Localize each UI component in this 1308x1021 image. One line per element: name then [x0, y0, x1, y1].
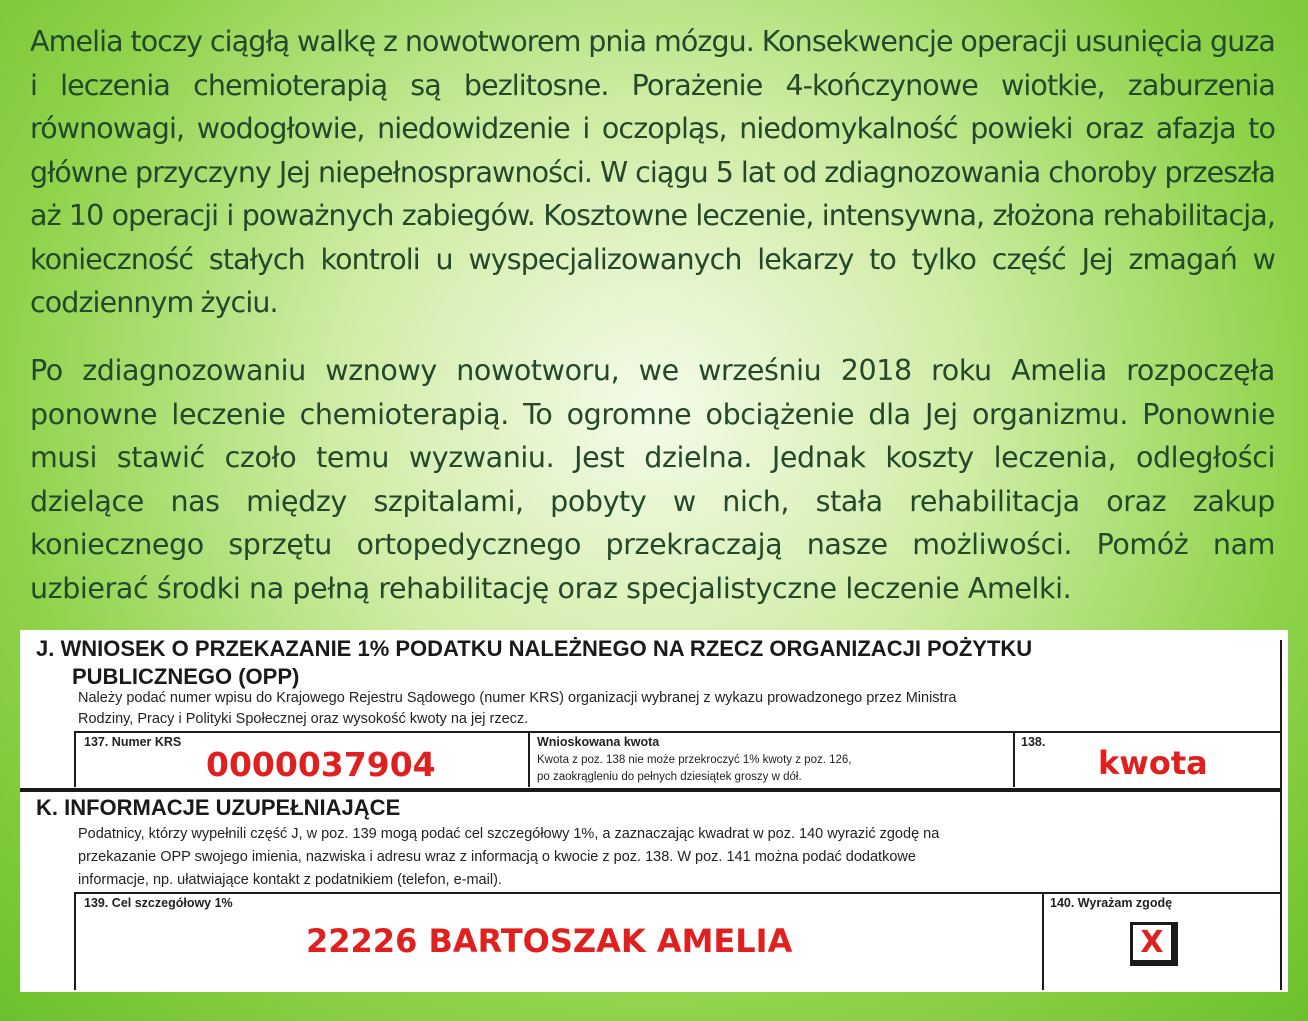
section-j-title-line2: PUBLICZNEGO (OPP) [72, 664, 300, 689]
consent-checkbox[interactable] [1130, 922, 1178, 966]
field-137-value[interactable]: 0000037904 [206, 745, 436, 784]
checkbox-mark: X [1140, 924, 1164, 960]
row-divider-1 [528, 731, 530, 787]
row-k-left-border [74, 892, 76, 990]
section-k-note-line3: informacje, np. ułatwiające kontakt z podatnikiem (telefon, e-mail). [78, 872, 502, 888]
story-paragraph-1: Amelia toczy ciągłą walkę z nowotworem pnia mózgu. Konsekwencje operacji usunięcia guza i leczenia chemioterapią są bezlitosne. Porażenie 4-kończynowe wiotkie, zaburzenia równowagi, wodogłowie, niedowidzenie i oczopląs, niedomykalność powieki oraz afazja to główne przyczyny Jej niepełnosprawności. W ciągu 5 lat od zdiagnozowania choroby przeszła aż 10 operacji i poważnych zabiegów. Kosztowne leczenie, intensywna, złożona rehabilitacja, konieczność stałych kontroli u wyspecjalizowanych lekarzy to tylko część Jej zmagań w codziennym życiu. [30, 25, 1275, 319]
field-138-label: 138. [1021, 735, 1046, 749]
amount-label: Wnioskowana kwota [537, 735, 660, 749]
section-j-note-line2: Rodziny, Pracy i Polityki Społecznej oraz wysokość kwoty na jej rzecz. [78, 711, 529, 727]
row-k-top-border [74, 892, 1282, 894]
field-139-value[interactable]: 22226 BARTOSZAK AMELIA [306, 922, 793, 960]
amount-note-line2: po zaokrągleniu do pełnych dziesiątek groszy w dół. [537, 771, 802, 783]
section-j-title-line1: J. WNIOSEK O PRZEKAZANIE 1% PODATKU NALEŻNEGO NA RZECZ ORGANIZACJI POŻYTKU [36, 636, 1033, 661]
section-j-note-line1: Należy podać numer wpisu do Krajowego Rejestru Sądowego (numer KRS) organizacji wybranej z wykazu prowadzonego przez Ministra [78, 690, 957, 706]
section-k-right-border [1280, 792, 1282, 990]
story-paragraph-2: Po zdiagnozowaniu wznowy nowotworu, we wrześniu 2018 roku Amelia rozpoczęła ponowne leczenie chemioterapią. To ogromne obciążenie dla Jej organizmu. Ponownie musi stawić czoło temu wyzwaniu. Jest dzielna. Jednak koszty leczenia, odległości dzielące nas między szpitalami, pobyty w nich, stała rehabilitacja oraz zakup koniecznego sprzętu ortopedycznego przekraczają nasze możliwości. Pomóż nam uzbierać środki na pełną rehabilitację oraz specjalistyczne leczenie Amelki. [30, 354, 1275, 605]
section-k-title: K. INFORMACJE UZUPEŁNIAJĄCE [36, 795, 401, 820]
field-139-label: 139. Cel szczegółowy 1% [84, 896, 233, 910]
row-left-border [74, 731, 76, 787]
section-separator [20, 788, 1282, 792]
field-140-label: 140. Wyrażam zgodę [1050, 896, 1173, 910]
field-138-value[interactable]: kwota [1098, 744, 1208, 782]
row-top-border [74, 731, 1282, 733]
amount-note-line1: Kwota z poz. 138 nie może przekroczyć 1% kwoty z poz. 126, [537, 754, 852, 766]
section-j-right-border [1280, 640, 1282, 790]
section-k-note-line1: Podatnicy, którzy wypełnili część J, w poz. 139 mogą podać cel szczegółowy 1%, a zaznaczając kwadrat w poz. 140 wyrazić zgodę na [78, 826, 940, 842]
section-k-note-line2: przekazanie OPP swojego imienia, nazwiska i adresu wraz z informacją o kwocie z poz. 138. W poz. 141 można podać dodatkowe [78, 849, 916, 865]
row-divider-2 [1013, 731, 1015, 787]
row-k-divider [1042, 892, 1044, 990]
field-137-label: 137. Numer KRS [84, 735, 182, 749]
